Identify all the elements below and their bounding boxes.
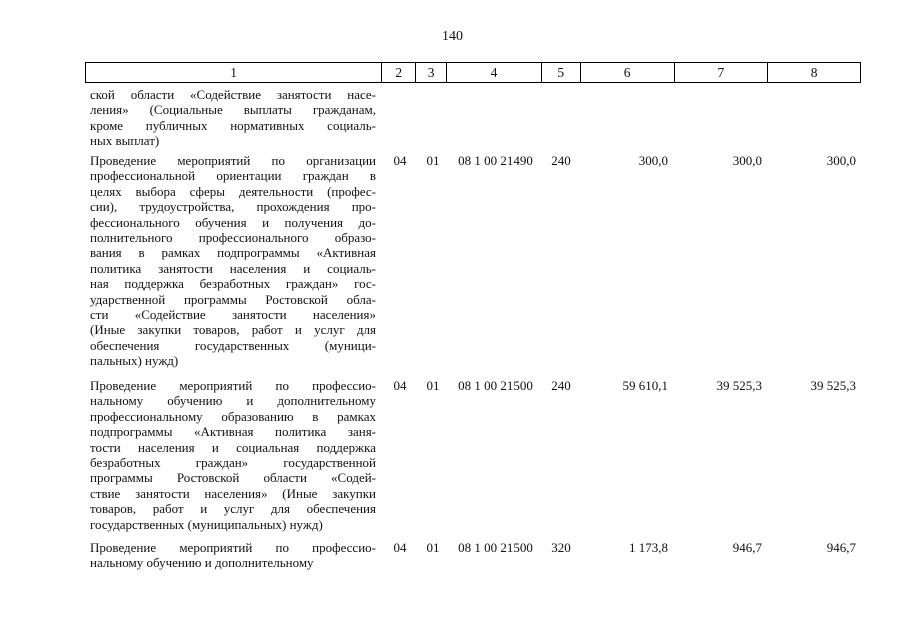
- header-col-6: 6: [581, 63, 675, 82]
- target-article-code: 08 1 00 21500: [458, 540, 533, 555]
- description-line: кроме публичных нормативных социаль-: [90, 117, 376, 133]
- description-line: Проведение мероприятий по организации: [90, 153, 376, 168]
- amount-col-8: 39 525,3: [810, 378, 856, 393]
- description-line: государственных (муниципальных) нужд): [90, 516, 323, 532]
- description-line: подпрограммы «Активная политика заня-: [90, 424, 376, 440]
- description-line: политика занятости населения и социаль-: [90, 260, 376, 276]
- expense-type-code: 240: [551, 378, 571, 393]
- description-line: целях выбора сферы деятельности (профес-: [90, 183, 376, 199]
- amount-col-6: 300,0: [638, 153, 668, 168]
- description-line: сии), трудоустройства, прохождения про-: [90, 199, 376, 215]
- expense-type-code: 320: [551, 540, 571, 555]
- amount-col-7: 300,0: [732, 153, 762, 168]
- target-article-code: 08 1 00 21500: [458, 378, 533, 393]
- description-line: ных выплат): [90, 133, 160, 149]
- description-line: ная поддержка безработных граждан» гос-: [90, 276, 376, 292]
- description-line: нальному обучению и дополнительному: [90, 393, 376, 409]
- header-col-3: 3: [416, 63, 447, 82]
- description-line: сти «Содействие занятости населения»: [90, 307, 376, 323]
- expense-type-code: 240: [551, 153, 571, 168]
- description-line: профессиональной ориентации граждан в: [90, 168, 376, 184]
- header-col-8: 8: [810, 65, 818, 80]
- description-line: пальных) нужд): [90, 353, 179, 369]
- amount-col-8: 300,0: [826, 153, 856, 168]
- amount-col-6: 59 610,1: [622, 378, 668, 393]
- description-line: (Иные закупки товаров, работ и услуг для: [90, 322, 376, 338]
- subsection-code: 01: [426, 540, 440, 555]
- header-col-1: 1: [86, 63, 382, 82]
- description-line: фессионального обучения и получения до-: [90, 214, 376, 230]
- header-col-7: 7: [675, 63, 769, 82]
- description-line: обеспечения государственных (муници-: [90, 337, 376, 353]
- subsection-code: 01: [426, 153, 440, 168]
- description-line: ударственной программы Ростовской обла-: [90, 291, 376, 307]
- table-header-row: [85, 62, 861, 83]
- header-col-2: 2: [382, 63, 416, 82]
- target-article-code: 08 1 00 21490: [458, 153, 533, 168]
- section-code: 04: [393, 153, 407, 168]
- description-line: вания в рамках подпрограммы «Активная: [90, 245, 376, 261]
- description-line: профессиональному образованию в рамках: [90, 408, 376, 424]
- amount-col-8: 946,7: [826, 540, 856, 555]
- row-description: [90, 153, 376, 369]
- section-code: 04: [393, 540, 407, 555]
- row-description: [90, 87, 376, 149]
- description-line: программы Ростовской области «Содей-: [90, 470, 376, 486]
- amount-col-7: 946,7: [732, 540, 762, 555]
- description-line: товаров, работ и услуг для обеспечения: [90, 501, 376, 517]
- section-code: 04: [393, 378, 407, 393]
- header-col-4: 4: [447, 63, 542, 82]
- description-line: безработных граждан» государственной: [90, 455, 376, 471]
- amount-col-7: 39 525,3: [716, 378, 762, 393]
- description-line: ления» (Социальные выплаты гражданам,: [90, 102, 376, 118]
- row-description: [90, 378, 376, 532]
- header-col-5: 5: [542, 63, 581, 82]
- row-description: [90, 540, 376, 571]
- description-line: нальному обучению и дополнительному: [90, 555, 314, 571]
- amount-col-6: 1 173,8: [629, 540, 668, 555]
- description-line: ствие занятости населения» (Иные закупки: [90, 485, 376, 501]
- subsection-code: 01: [426, 378, 440, 393]
- description-line: полнительного профессионального образо-: [90, 230, 376, 246]
- description-line: тости населения и социальная поддержка: [90, 439, 376, 455]
- page-number: 140: [442, 29, 463, 44]
- description-line: Проведение мероприятий по профессио-: [90, 378, 376, 393]
- description-line: Проведение мероприятий по профессио-: [90, 540, 376, 555]
- description-line: ской области «Содействие занятости насе-: [90, 87, 376, 102]
